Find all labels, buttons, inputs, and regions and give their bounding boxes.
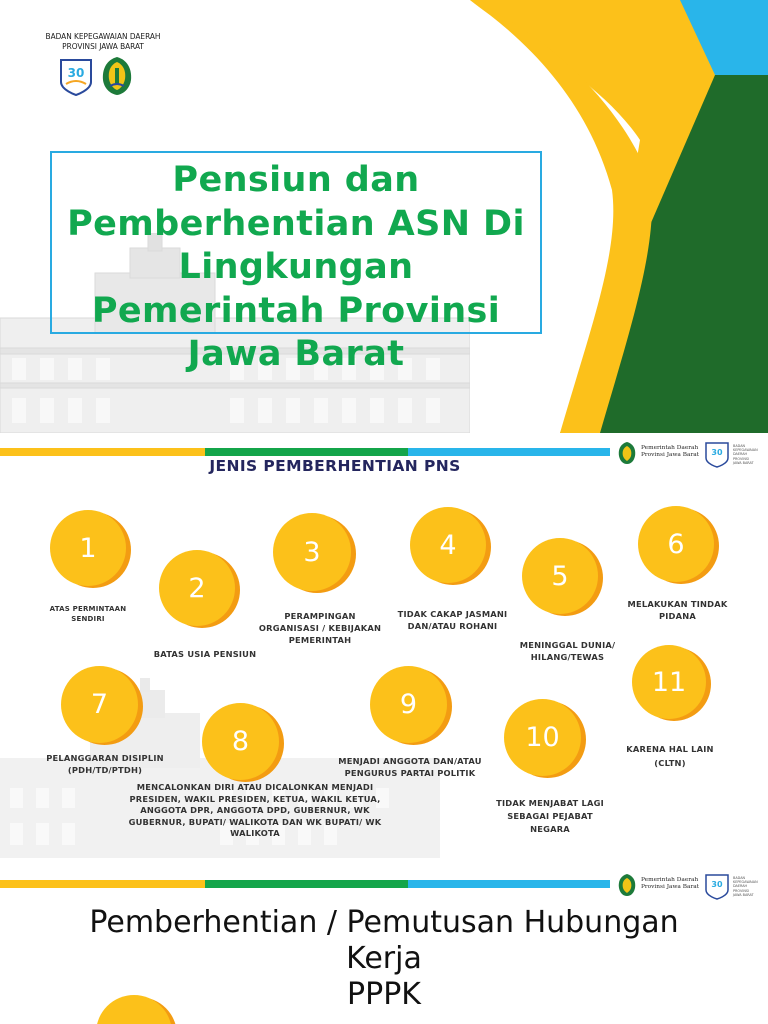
- label-4-line-2: DAN/ATAU ROHANI: [407, 621, 498, 631]
- label-11-line-1: KARENA HAL LAIN: [626, 744, 714, 754]
- stripe-green: [205, 880, 408, 888]
- label-item-8: [110, 782, 400, 840]
- number-circle-11: 11: [632, 645, 706, 719]
- label-10-line-2: SEBAGAI PEJABAT: [507, 811, 593, 821]
- label-item-2: [130, 648, 280, 660]
- label-item-10: [475, 797, 625, 836]
- bkd-small-line-3: DAERAH: [733, 452, 748, 457]
- label-2-line-1: BATAS USIA PENSIUN: [153, 649, 257, 659]
- stripe-blue: [408, 880, 610, 888]
- bkd-small-line-5: JAWA BARAT: [733, 460, 754, 465]
- label-item-5: [500, 639, 635, 663]
- slide-jenis-pemberhentian: [0, 433, 768, 865]
- header-bkd-label: [733, 876, 768, 897]
- label-1-line-1: ATAS PERMINTAAN: [49, 605, 127, 613]
- title-line-4: Pemerintah Provinsi: [91, 290, 501, 331]
- jawa-barat-emblem-icon: [617, 441, 637, 465]
- stripe-blue: [408, 448, 610, 456]
- agency-name: [38, 31, 168, 51]
- label-8-line-5: WALIKOTA: [230, 828, 280, 838]
- label-item-11: [600, 742, 740, 770]
- section-title: JENIS PEMBERHENTIAN PNS: [209, 457, 461, 475]
- header-logo-line-2: Provinsi Jawa Barat: [641, 452, 700, 458]
- number-circle-10: 10: [504, 699, 581, 776]
- pppk-title-line-1: Pemberhentian / Pemutusan Hubungan: [89, 905, 679, 940]
- title-line-2: Pemberhentian ASN Di: [67, 203, 525, 244]
- bkd-small-line-4: PROVINSI: [733, 456, 750, 461]
- stripe-green: [205, 448, 408, 456]
- label-item-3: [240, 610, 400, 646]
- label-1-line-2: SENDIRI: [71, 615, 105, 623]
- header-government-label: [641, 445, 711, 459]
- label-item-1: [28, 604, 148, 624]
- label-11-line-2: (CLTN): [654, 758, 686, 768]
- pppk-title: [0, 905, 768, 1013]
- label-6-line-1: MELAKUKAN TINDAK: [627, 599, 728, 609]
- slide-pppk: [0, 865, 768, 1024]
- header-government-label: [641, 877, 711, 891]
- title-line-3: Lingkungan: [178, 247, 414, 287]
- label-6-line-2: PIDANA: [658, 611, 697, 621]
- title-line-1: Pensiun dan: [172, 160, 420, 200]
- bkd-30-logo-icon: [705, 442, 729, 468]
- label-10-line-1: TIDAK MENJABAT LAGI: [496, 798, 604, 808]
- header-logo-line-1: Pemerintah Daerah: [641, 877, 699, 883]
- label-8-line-1: MENCALONKAN DIRI ATAU DICALONKAN MENJADI: [136, 782, 374, 792]
- header-bkd-label: [733, 444, 768, 465]
- header-logo-line-2: Provinsi Jawa Barat: [641, 884, 700, 890]
- label-item-7: [25, 752, 185, 776]
- label-9-line-2: PENGURUS PARTAI POLITIK: [344, 768, 476, 778]
- bkd-small-line-2: KEPEGAWAIAN: [733, 448, 758, 453]
- svg-text:30: 30: [67, 66, 85, 80]
- label-item-6: [610, 598, 745, 622]
- pppk-title-line-2: Kerja: [346, 941, 422, 976]
- label-5-line-2: HILANG/TEWAS: [530, 652, 605, 662]
- bkd-30-logo-icon: [705, 874, 729, 900]
- number-circle-1: 1: [50, 510, 126, 586]
- label-7-line-2: (PDH/TD/PTDH): [67, 765, 143, 775]
- stripe-yellow: [0, 880, 205, 888]
- bkd-small-line-2: KEPEGAWAIAN: [733, 880, 758, 885]
- label-8-line-4: GUBERNUR, BUPATI/ WALIKOTA DAN WK BUPATI/ WK: [128, 816, 382, 827]
- label-4-line-1: TIDAK CAKAP JASMANI: [397, 609, 508, 619]
- label-8-line-2: PRESIDEN, WAKIL PRESIDEN, KETUA, WAKIL KETUA,: [129, 793, 381, 804]
- jawa-barat-emblem-icon: [100, 56, 134, 96]
- number-circle-2: 2: [159, 550, 235, 626]
- number-circle-9: 9: [370, 666, 447, 743]
- label-3-line-3: PEMERINTAH: [288, 635, 352, 645]
- number-circle-8: 8: [202, 703, 279, 780]
- bkd-small-line-1: BADAN: [733, 876, 746, 880]
- label-5-line-1: MENINGGAL DUNIA/: [519, 640, 616, 650]
- number-circle-7: 7: [61, 666, 138, 743]
- presentation-title: [50, 159, 542, 377]
- agency-line-2: PROVINSI JAWA BARAT: [62, 41, 144, 51]
- label-8-line-3: ANGGOTA DPR, ANGGOTA DPD, GUBERNUR, WK: [140, 805, 370, 815]
- label-3-line-2: ORGANISASI / KEBIJAKAN: [258, 623, 382, 633]
- label-10-line-3: NEGARA: [530, 824, 570, 834]
- label-3-line-1: PERAMPINGAN: [284, 611, 356, 621]
- svg-text:30: 30: [711, 448, 723, 457]
- header-logo-line-1: Pemerintah Daerah: [641, 445, 699, 451]
- title-line-5: Jawa Barat: [187, 334, 405, 374]
- bkd-small-line-1: BADAN: [733, 444, 746, 448]
- bkd-small-line-3: DAERAH: [733, 884, 748, 889]
- stripe-yellow: [0, 448, 205, 456]
- agency-line-1: BADAN KEPEGAWAIAN DAERAH: [45, 31, 161, 41]
- svg-text:30: 30: [711, 880, 723, 889]
- label-9-line-1: MENJADI ANGGOTA DAN/ATAU: [338, 756, 482, 766]
- number-circle-3: 3: [273, 513, 351, 591]
- pppk-title-line-3: PPPK: [347, 977, 421, 1012]
- bkd-small-line-5: JAWA BARAT: [733, 892, 754, 897]
- number-circle-4: 4: [410, 507, 486, 583]
- number-circle-6: 6: [638, 506, 714, 582]
- number-circle-5: 5: [522, 538, 598, 614]
- bkd-small-line-4: PROVINSI: [733, 888, 750, 893]
- jawa-barat-emblem-icon: [617, 873, 637, 897]
- label-item-9: [320, 755, 500, 779]
- bkd-30-logo-icon: [59, 58, 93, 96]
- label-item-4: [385, 608, 520, 632]
- slide-title: [0, 0, 768, 433]
- label-7-line-1: PELANGGARAN DISIPLIN: [46, 753, 164, 763]
